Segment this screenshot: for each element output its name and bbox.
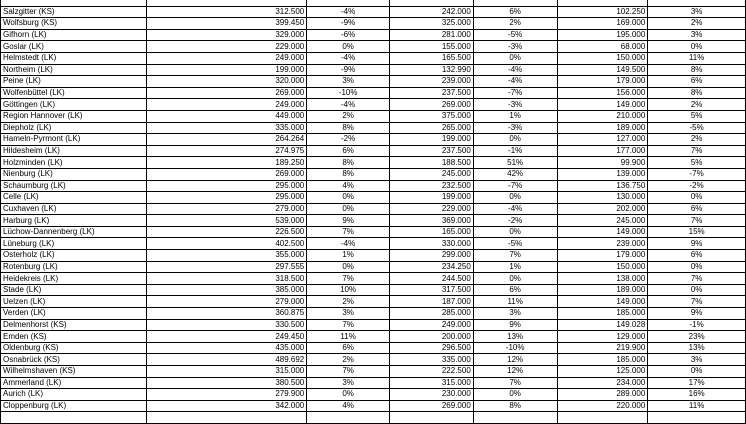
value-3-cell: 219.900 bbox=[557, 342, 648, 354]
table-row bbox=[1, 145, 746, 157]
change-2-cell: -3% bbox=[473, 99, 557, 111]
value-2-cell: 188.500 bbox=[390, 157, 474, 169]
change-1-cell: 1% bbox=[307, 250, 390, 262]
change-3-cell bbox=[648, 412, 746, 424]
value-1-cell bbox=[146, 412, 306, 424]
region-cell: Osterholz (LK) bbox=[1, 250, 147, 262]
region-cell bbox=[1, 412, 147, 424]
table-row bbox=[1, 122, 746, 134]
change-1-cell: 3% bbox=[307, 76, 390, 88]
value-3-cell: 99.900 bbox=[557, 157, 648, 169]
change-2-cell: 6% bbox=[473, 6, 557, 18]
value-2-cell: 245.000 bbox=[390, 168, 474, 180]
change-3-cell: 17% bbox=[648, 377, 746, 389]
value-3-cell: 195.000 bbox=[557, 29, 648, 41]
value-2-cell: 200.000 bbox=[390, 331, 474, 343]
region-cell: Wilhelmshaven (KS) bbox=[1, 366, 147, 378]
change-3-cell: 6% bbox=[648, 203, 746, 215]
value-2-cell: 239.000 bbox=[390, 76, 474, 88]
change-2-cell: -5% bbox=[473, 29, 557, 41]
table-row bbox=[1, 273, 746, 285]
change-3-cell: 7% bbox=[648, 145, 746, 157]
value-1-cell: 399.450 bbox=[146, 18, 306, 30]
change-2-cell: -4% bbox=[473, 203, 557, 215]
value-1-cell: 279.000 bbox=[146, 296, 306, 308]
value-3-cell: 138.000 bbox=[557, 273, 648, 285]
table-row bbox=[1, 284, 746, 296]
table-row bbox=[1, 87, 746, 99]
value-1-cell: 329.000 bbox=[146, 29, 306, 41]
change-1-cell: 7% bbox=[307, 226, 390, 238]
value-1-cell: 279.000 bbox=[146, 203, 306, 215]
change-2-cell: 12% bbox=[473, 366, 557, 378]
change-1-cell: -9% bbox=[307, 64, 390, 76]
change-3-cell: 8% bbox=[648, 87, 746, 99]
region-cell: Wolfsburg (KS) bbox=[1, 18, 147, 30]
table-row bbox=[1, 366, 746, 378]
change-3-cell: 7% bbox=[648, 273, 746, 285]
value-2-cell: 155.000 bbox=[390, 41, 474, 53]
region-cell: Hildesheim (LK) bbox=[1, 145, 147, 157]
change-1-cell: 8% bbox=[307, 122, 390, 134]
change-1-cell: -6% bbox=[307, 29, 390, 41]
value-3-cell: 239.000 bbox=[557, 238, 648, 250]
change-1-cell: 6% bbox=[307, 145, 390, 157]
value-3-cell: 220.000 bbox=[557, 400, 648, 412]
change-3-cell: 8% bbox=[648, 64, 746, 76]
value-2-cell: 269.000 bbox=[390, 400, 474, 412]
change-2-cell: -1% bbox=[473, 145, 557, 157]
change-1-cell: -4% bbox=[307, 52, 390, 64]
table-row bbox=[1, 41, 746, 53]
change-2-cell: -3% bbox=[473, 41, 557, 53]
region-cell: Stade (LK) bbox=[1, 284, 147, 296]
table-row bbox=[1, 157, 746, 169]
change-1-cell: 8% bbox=[307, 157, 390, 169]
value-3-cell: 68.000 bbox=[557, 41, 648, 53]
change-3-cell: -7% bbox=[648, 168, 746, 180]
change-1-cell: 2% bbox=[307, 296, 390, 308]
region-cell: Peine (LK) bbox=[1, 76, 147, 88]
table-row bbox=[1, 168, 746, 180]
table-row bbox=[1, 308, 746, 320]
region-cell: Nienburg (LK) bbox=[1, 168, 147, 180]
value-3-cell: 169.000 bbox=[557, 18, 648, 30]
region-cell: Uelzen (LK) bbox=[1, 296, 147, 308]
table-row bbox=[1, 226, 746, 238]
region-cell: Celle (LK) bbox=[1, 192, 147, 204]
change-2-cell: 9% bbox=[473, 319, 557, 331]
value-2-cell: 165.000 bbox=[390, 226, 474, 238]
value-1-cell: 274.975 bbox=[146, 145, 306, 157]
value-1-cell: 380.500 bbox=[146, 377, 306, 389]
value-3-cell: 129.000 bbox=[557, 331, 648, 343]
table-row bbox=[1, 29, 746, 41]
region-cell: Lüchow-Dannenberg (LK) bbox=[1, 226, 147, 238]
value-1-cell: 360.875 bbox=[146, 308, 306, 320]
change-3-cell: 15% bbox=[648, 226, 746, 238]
table-row bbox=[1, 6, 746, 18]
change-2-cell: -4% bbox=[473, 64, 557, 76]
value-1-cell: 269.000 bbox=[146, 87, 306, 99]
value-2-cell: 325.000 bbox=[390, 18, 474, 30]
change-3-cell: 6% bbox=[648, 76, 746, 88]
region-cell: Salzgitter (KS) bbox=[1, 6, 147, 18]
change-3-cell: 16% bbox=[648, 389, 746, 401]
change-2-cell: 12% bbox=[473, 354, 557, 366]
value-3-cell: 234.000 bbox=[557, 377, 648, 389]
change-1-cell: -9% bbox=[307, 18, 390, 30]
change-1-cell: 8% bbox=[307, 168, 390, 180]
value-1-cell: 355.000 bbox=[146, 250, 306, 262]
value-2-cell: 199.000 bbox=[390, 134, 474, 146]
value-1-cell: 330.500 bbox=[146, 319, 306, 331]
change-2-cell: 8% bbox=[473, 400, 557, 412]
value-2-cell: 187.000 bbox=[390, 296, 474, 308]
change-3-cell: 23% bbox=[648, 331, 746, 343]
value-1-cell: 249.000 bbox=[146, 99, 306, 111]
value-1-cell: 335.000 bbox=[146, 122, 306, 134]
change-2-cell: 0% bbox=[473, 389, 557, 401]
change-2-cell: 7% bbox=[473, 377, 557, 389]
value-3-cell: 185.000 bbox=[557, 308, 648, 320]
value-1-cell: 269.000 bbox=[146, 168, 306, 180]
value-1-cell: 385.000 bbox=[146, 284, 306, 296]
change-1-cell: 4% bbox=[307, 180, 390, 192]
change-3-cell: 5% bbox=[648, 157, 746, 169]
change-2-cell: 7% bbox=[473, 250, 557, 262]
change-2-cell: -4% bbox=[473, 76, 557, 88]
table-row bbox=[1, 52, 746, 64]
change-3-cell: 2% bbox=[648, 134, 746, 146]
change-2-cell: 0% bbox=[473, 226, 557, 238]
change-1-cell: 3% bbox=[307, 308, 390, 320]
change-2-cell: 1% bbox=[473, 110, 557, 122]
change-2-cell: 0% bbox=[473, 273, 557, 285]
change-1-cell: 2% bbox=[307, 110, 390, 122]
region-cell: Rotenburg (LK) bbox=[1, 261, 147, 273]
change-1-cell: 7% bbox=[307, 366, 390, 378]
value-1-cell: 249.000 bbox=[146, 52, 306, 64]
region-cell: Emden (KS) bbox=[1, 331, 147, 343]
value-2-cell: 330.000 bbox=[390, 238, 474, 250]
change-1-cell: 0% bbox=[307, 261, 390, 273]
table-row bbox=[1, 180, 746, 192]
table-row bbox=[1, 250, 746, 262]
value-1-cell: 318.500 bbox=[146, 273, 306, 285]
region-cell: Harburg (LK) bbox=[1, 215, 147, 227]
change-1-cell: 0% bbox=[307, 41, 390, 53]
change-3-cell: -5% bbox=[648, 122, 746, 134]
value-2-cell: 265.000 bbox=[390, 122, 474, 134]
value-1-cell: 449.000 bbox=[146, 110, 306, 122]
change-1-cell: 11% bbox=[307, 331, 390, 343]
region-cell: Hameln-Pyrmont (LK) bbox=[1, 134, 147, 146]
change-2-cell: 11% bbox=[473, 296, 557, 308]
table-row bbox=[1, 412, 746, 424]
value-1-cell: 199.000 bbox=[146, 64, 306, 76]
change-1-cell: 3% bbox=[307, 377, 390, 389]
change-2-cell: 0% bbox=[473, 192, 557, 204]
value-1-cell: 435.000 bbox=[146, 342, 306, 354]
value-1-cell: 489.692 bbox=[146, 354, 306, 366]
change-1-cell: 9% bbox=[307, 215, 390, 227]
region-cell: Goslar (LK) bbox=[1, 41, 147, 53]
change-1-cell: 2% bbox=[307, 354, 390, 366]
region-cell: Oldenburg (KS) bbox=[1, 342, 147, 354]
value-3-cell: 125.000 bbox=[557, 366, 648, 378]
table-row bbox=[1, 203, 746, 215]
value-1-cell: 295.000 bbox=[146, 192, 306, 204]
region-cell: Wolfenbüttel (LK) bbox=[1, 87, 147, 99]
value-3-cell: 150.000 bbox=[557, 52, 648, 64]
value-3-cell: 189.000 bbox=[557, 122, 648, 134]
change-2-cell bbox=[473, 412, 557, 424]
value-1-cell: 402.500 bbox=[146, 238, 306, 250]
change-3-cell: 13% bbox=[648, 342, 746, 354]
region-cell: Heidekreis (LK) bbox=[1, 273, 147, 285]
table-row bbox=[1, 377, 746, 389]
change-1-cell: 4% bbox=[307, 400, 390, 412]
value-2-cell: 375.000 bbox=[390, 110, 474, 122]
value-2-cell: 369.000 bbox=[390, 215, 474, 227]
table-row bbox=[1, 110, 746, 122]
value-2-cell: 244.500 bbox=[390, 273, 474, 285]
value-3-cell: 149.500 bbox=[557, 64, 648, 76]
change-2-cell: 13% bbox=[473, 331, 557, 343]
change-1-cell: -2% bbox=[307, 134, 390, 146]
table-row bbox=[1, 64, 746, 76]
change-1-cell bbox=[307, 412, 390, 424]
change-1-cell: -4% bbox=[307, 238, 390, 250]
change-3-cell: 2% bbox=[648, 18, 746, 30]
value-2-cell: 242.000 bbox=[390, 6, 474, 18]
table-row bbox=[1, 389, 746, 401]
value-2-cell: 249.000 bbox=[390, 319, 474, 331]
change-3-cell: 3% bbox=[648, 354, 746, 366]
value-1-cell: 249.450 bbox=[146, 331, 306, 343]
change-1-cell: -10% bbox=[307, 87, 390, 99]
value-3-cell bbox=[557, 412, 648, 424]
region-cell: Schaumburg (LK) bbox=[1, 180, 147, 192]
change-2-cell: -10% bbox=[473, 342, 557, 354]
value-3-cell: 210.000 bbox=[557, 110, 648, 122]
change-2-cell: -3% bbox=[473, 122, 557, 134]
region-cell: Ammerland (LK) bbox=[1, 377, 147, 389]
change-2-cell: 51% bbox=[473, 157, 557, 169]
change-2-cell: -5% bbox=[473, 238, 557, 250]
value-3-cell: 185.000 bbox=[557, 354, 648, 366]
region-cell: Cloppenburg (LK) bbox=[1, 400, 147, 412]
value-3-cell: 189.000 bbox=[557, 284, 648, 296]
change-2-cell: -7% bbox=[473, 87, 557, 99]
change-2-cell: -2% bbox=[473, 215, 557, 227]
change-3-cell: 3% bbox=[648, 6, 746, 18]
value-1-cell: 264.264 bbox=[146, 134, 306, 146]
value-3-cell: 149.000 bbox=[557, 99, 648, 111]
value-3-cell: 149.028 bbox=[557, 319, 648, 331]
change-2-cell: 6% bbox=[473, 284, 557, 296]
change-3-cell: 3% bbox=[648, 29, 746, 41]
region-cell: Delmenhorst (KS) bbox=[1, 319, 147, 331]
value-3-cell: 130.000 bbox=[557, 192, 648, 204]
change-1-cell: 7% bbox=[307, 319, 390, 331]
change-1-cell: 6% bbox=[307, 342, 390, 354]
table-row bbox=[1, 331, 746, 343]
value-1-cell: 229.000 bbox=[146, 41, 306, 53]
change-1-cell: 10% bbox=[307, 284, 390, 296]
region-cell: Helmstedt (LK) bbox=[1, 52, 147, 64]
value-1-cell: 315.000 bbox=[146, 366, 306, 378]
region-cell: Lüneburg (LK) bbox=[1, 238, 147, 250]
value-3-cell: 245.000 bbox=[557, 215, 648, 227]
region-cell: Cuxhaven (LK) bbox=[1, 203, 147, 215]
value-2-cell: 232.500 bbox=[390, 180, 474, 192]
value-2-cell: 165.500 bbox=[390, 52, 474, 64]
table-row bbox=[1, 192, 746, 204]
change-1-cell: -4% bbox=[307, 6, 390, 18]
value-1-cell: 320.000 bbox=[146, 76, 306, 88]
change-3-cell: 5% bbox=[648, 110, 746, 122]
change-3-cell: -1% bbox=[648, 319, 746, 331]
region-cell: Aurich (LK) bbox=[1, 389, 147, 401]
value-2-cell: 132.990 bbox=[390, 64, 474, 76]
region-cell: Göttingen (LK) bbox=[1, 99, 147, 111]
change-3-cell: 0% bbox=[648, 284, 746, 296]
value-2-cell: 317.500 bbox=[390, 284, 474, 296]
table-row bbox=[1, 319, 746, 331]
value-1-cell: 226.500 bbox=[146, 226, 306, 238]
change-3-cell: 9% bbox=[648, 308, 746, 320]
change-3-cell: 0% bbox=[648, 192, 746, 204]
value-3-cell: 179.000 bbox=[557, 250, 648, 262]
value-2-cell bbox=[390, 412, 474, 424]
value-1-cell: 279.900 bbox=[146, 389, 306, 401]
change-3-cell: 11% bbox=[648, 52, 746, 64]
value-1-cell: 189.250 bbox=[146, 157, 306, 169]
table-row bbox=[1, 238, 746, 250]
value-2-cell: 199.000 bbox=[390, 192, 474, 204]
change-2-cell: 1% bbox=[473, 261, 557, 273]
value-3-cell: 156.000 bbox=[557, 87, 648, 99]
value-1-cell: 297.555 bbox=[146, 261, 306, 273]
value-2-cell: 296.500 bbox=[390, 342, 474, 354]
change-1-cell: 0% bbox=[307, 389, 390, 401]
table-row bbox=[1, 400, 746, 412]
table-row bbox=[1, 342, 746, 354]
table-row bbox=[1, 76, 746, 88]
change-3-cell: 0% bbox=[648, 366, 746, 378]
change-3-cell: 0% bbox=[648, 41, 746, 53]
value-2-cell: 237.500 bbox=[390, 87, 474, 99]
table-row bbox=[1, 99, 746, 111]
value-2-cell: 285.000 bbox=[390, 308, 474, 320]
value-2-cell: 315.000 bbox=[390, 377, 474, 389]
change-2-cell: -7% bbox=[473, 180, 557, 192]
value-1-cell: 295.000 bbox=[146, 180, 306, 192]
change-3-cell: 0% bbox=[648, 261, 746, 273]
region-cell: Osnabrück (KS) bbox=[1, 354, 147, 366]
change-3-cell: 9% bbox=[648, 238, 746, 250]
value-3-cell: 202.000 bbox=[557, 203, 648, 215]
value-3-cell: 289.000 bbox=[557, 389, 648, 401]
table-row bbox=[1, 261, 746, 273]
change-3-cell: -2% bbox=[648, 180, 746, 192]
change-3-cell: 11% bbox=[648, 400, 746, 412]
change-3-cell: 6% bbox=[648, 250, 746, 262]
value-1-cell: 539.000 bbox=[146, 215, 306, 227]
table-row bbox=[1, 18, 746, 30]
value-3-cell: 150.000 bbox=[557, 261, 648, 273]
change-1-cell: 7% bbox=[307, 273, 390, 285]
value-2-cell: 299.000 bbox=[390, 250, 474, 262]
change-3-cell: 7% bbox=[648, 215, 746, 227]
change-2-cell: 2% bbox=[473, 18, 557, 30]
table-row bbox=[1, 134, 746, 146]
value-1-cell: 312.500 bbox=[146, 6, 306, 18]
value-1-cell: 342.000 bbox=[146, 400, 306, 412]
change-3-cell: 7% bbox=[648, 296, 746, 308]
value-2-cell: 269.000 bbox=[390, 99, 474, 111]
table-row bbox=[1, 354, 746, 366]
value-2-cell: 237.500 bbox=[390, 145, 474, 157]
region-cell: Gifhorn (LK) bbox=[1, 29, 147, 41]
value-3-cell: 136.750 bbox=[557, 180, 648, 192]
region-cell: Verden (LK) bbox=[1, 308, 147, 320]
change-3-cell: 2% bbox=[648, 99, 746, 111]
value-3-cell: 139.000 bbox=[557, 168, 648, 180]
value-3-cell: 149.000 bbox=[557, 296, 648, 308]
value-3-cell: 102.250 bbox=[557, 6, 648, 18]
region-cell: Holzminden (LK) bbox=[1, 157, 147, 169]
value-2-cell: 229.000 bbox=[390, 203, 474, 215]
change-1-cell: 0% bbox=[307, 192, 390, 204]
region-cell: Diepholz (LK) bbox=[1, 122, 147, 134]
change-1-cell: -4% bbox=[307, 99, 390, 111]
value-3-cell: 177.000 bbox=[557, 145, 648, 157]
change-2-cell: 3% bbox=[473, 308, 557, 320]
change-2-cell: 0% bbox=[473, 52, 557, 64]
region-cell: Region Hannover (LK) bbox=[1, 110, 147, 122]
value-2-cell: 281.000 bbox=[390, 29, 474, 41]
value-3-cell: 127.000 bbox=[557, 134, 648, 146]
value-2-cell: 234.250 bbox=[390, 261, 474, 273]
change-2-cell: 42% bbox=[473, 168, 557, 180]
change-1-cell: 0% bbox=[307, 203, 390, 215]
value-2-cell: 222.500 bbox=[390, 366, 474, 378]
value-2-cell: 335.000 bbox=[390, 354, 474, 366]
value-3-cell: 149.000 bbox=[557, 226, 648, 238]
region-cell: Northeim (LK) bbox=[1, 64, 147, 76]
value-3-cell: 179.000 bbox=[557, 76, 648, 88]
table-row bbox=[1, 296, 746, 308]
value-2-cell: 230.000 bbox=[390, 389, 474, 401]
table-row bbox=[1, 215, 746, 227]
change-2-cell: 0% bbox=[473, 134, 557, 146]
